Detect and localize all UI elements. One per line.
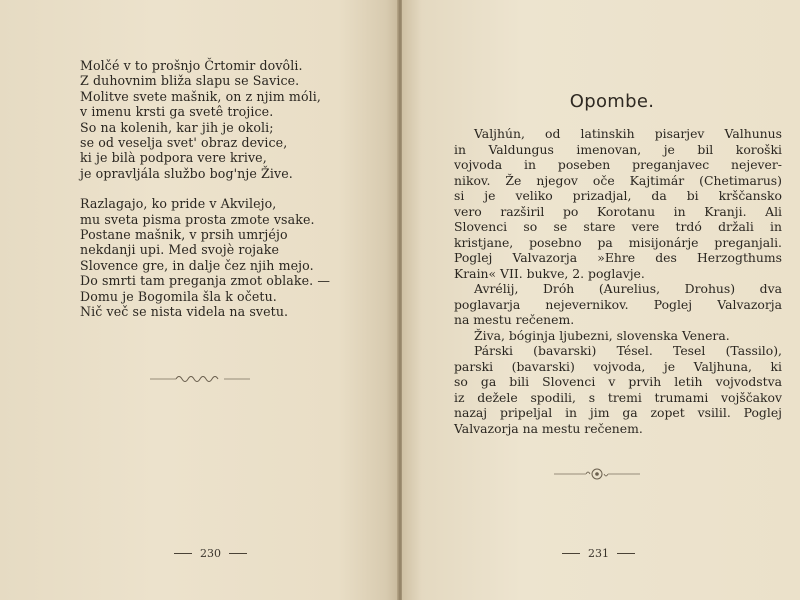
verse-line: So na kolenih, kar jih je okoli; bbox=[80, 119, 274, 135]
note-line: poglavarja nejevernikov. Poglej Valvazorja bbox=[454, 296, 782, 312]
notes-body bbox=[454, 126, 782, 436]
note-line: Poglej Valvazorja »Ehre des Herzogthums bbox=[454, 250, 782, 265]
note-line: na mestu rečenem. bbox=[454, 312, 575, 327]
note-line: kristjane, posebno pa misijonárje preganjali. bbox=[454, 234, 782, 250]
note-line: so ga bili Slovenci v prvih letih vojvodstva bbox=[454, 374, 782, 389]
stanza-2 bbox=[80, 196, 370, 319]
verse-line: Z duhovnim bliža slapu se Savice. bbox=[80, 73, 300, 89]
note-line: Valvazorja na mestu rečenem. bbox=[454, 420, 643, 436]
verse-line: v imenu krsti ga svetê trojice. bbox=[80, 104, 274, 120]
verse-line: nekdanji upi. Med svojè rojake bbox=[80, 242, 280, 258]
note-line: Párski (bavarski) Tésel. Tesel (Tassilo), bbox=[474, 343, 782, 358]
verse-line: Razlagajo, ko pride v Akvilejo, bbox=[80, 196, 277, 212]
page-number-right-text: 231 bbox=[588, 547, 609, 560]
note-line: Slovenci so se stare vere trdó držali in bbox=[454, 219, 782, 234]
note-line: Krain« VII. bukve, 2. poglavje. bbox=[454, 265, 645, 281]
note-paragraph bbox=[454, 328, 782, 344]
poem-verses bbox=[80, 58, 370, 320]
note-paragraph bbox=[454, 126, 782, 281]
note-line: nazaj pripeljal in jim ga zopet vsilil. Poglej bbox=[454, 405, 782, 420]
verse-line: mu sveta pisma prosta zmote vsake. bbox=[80, 211, 315, 227]
verse-line: je opravljála službo bog'nje Žive. bbox=[80, 165, 293, 181]
note-line: vero razširil po Korotanu in Kranji. Ali bbox=[454, 203, 782, 219]
page-number-right bbox=[562, 547, 635, 560]
note-line: in Valdungus imenovan, je bil koroški bbox=[454, 141, 782, 157]
verse-line: Postane mašnik, v prsih umrjéjo bbox=[80, 227, 288, 243]
page-title: Opombe. bbox=[569, 91, 655, 112]
note-line: Valjhún, od latinskih pisarjev Valhunus bbox=[474, 126, 782, 141]
note-line: Avrélij, Dróh (Aurelius, Drohus) dva bbox=[474, 281, 782, 296]
note-line: nikov. Že njegov oče Kajtimár (Chetimarus) bbox=[454, 172, 782, 188]
verse-line: Nič več se nista videla na svetu. bbox=[80, 304, 289, 320]
note-line: parski (bavarski) vojvoda, je Valjhuna, ki bbox=[454, 358, 782, 374]
note-line: si je veliko prizadjal, da bi krščansko bbox=[454, 188, 782, 203]
right-page bbox=[402, 0, 800, 600]
verse-line: Molitve svete mašnik, on z njim móli, bbox=[80, 88, 322, 104]
verse-line: Molčé v to prošnjo Črtomir dovôli. bbox=[80, 58, 303, 73]
note-paragraph bbox=[454, 281, 782, 328]
swirl-ornament-icon bbox=[552, 466, 642, 482]
left-page bbox=[0, 0, 398, 600]
verse-line: Domu je Bogomila šla k očetu. bbox=[80, 288, 277, 304]
verse-line: Do smrti tam preganja zmot oblake. — bbox=[80, 273, 331, 289]
page-number-left bbox=[174, 547, 247, 560]
verse-line: Slovence gre, in dalje čez njih mejo. bbox=[80, 257, 314, 273]
page-number-left-text: 230 bbox=[200, 547, 221, 560]
verse-line: se od veselja svet' obraz device, bbox=[80, 135, 288, 151]
note-line: iz dežele spodili, s tremi trumami vojščakov bbox=[454, 389, 782, 405]
note-paragraph bbox=[454, 343, 782, 436]
wavy-ornament-icon bbox=[150, 372, 250, 386]
note-line: Živa, bóginja ljubezni, slovenska Venera. bbox=[474, 327, 730, 343]
note-line: vojvoda in poseben preganjavec nejever- bbox=[454, 157, 782, 172]
verse-line: ki je bilà podpora vere krive, bbox=[80, 150, 267, 166]
stanza-1 bbox=[80, 58, 370, 181]
